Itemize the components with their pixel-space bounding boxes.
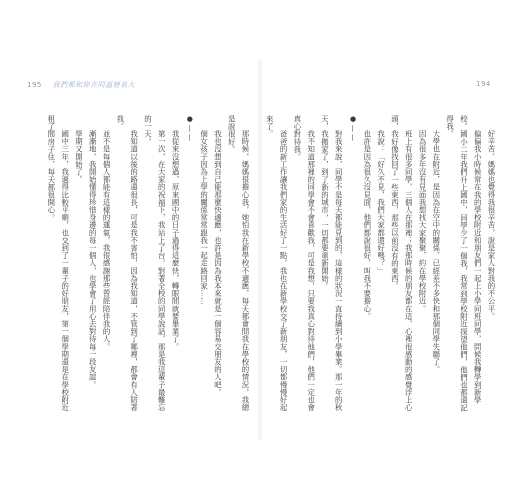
- left-page-running-title: 我們都和妳在同溫層長大: [52, 81, 136, 89]
- paragraph: 我說：「好久不見，我們大家都還好嗎？」: [376, 129, 386, 275]
- paragraph: 爸爸的新工作讓我們家的生活好了一點，我也在新學校交了新朋友，一切都慢慢好起來了。: [265, 115, 289, 411]
- paragraph: 也許是因為很久沒見面，他們都說很好，叫我不要擔心。: [362, 129, 372, 320]
- paragraph: 我不知道那裡的同學會不會喜歡我，可是我想，只要我真心對待他們，他們一定也會真心對待我。: [292, 115, 316, 411]
- section-ornament: ●——: [185, 115, 194, 143]
- paragraph: 因為很多年沒有見面我想找大家聚聚，約在學校附近。: [418, 129, 428, 313]
- left-page-number: 195: [27, 81, 42, 89]
- paragraph: 我也沒想到自己能那麼快適應，也許是因為我本來就是一個容易交朋友的人吧。: [213, 129, 223, 396]
- left-page-text: [22, 115, 252, 415]
- paragraph: 國中三年，我過得比較平順，也交到了一輩子的好朋友，第一個學期還是在學校附近租了間房子住，每天都很開心。: [46, 115, 70, 411]
- paragraph: 對我來說，同學不是每天都能見到的，這樣的狀況一直持續到小學畢業。那一年的秋天，我搬家了，到了新的城市，一切都要重新開始。: [320, 115, 344, 411]
- paragraph: 學期又開始了。: [74, 129, 84, 183]
- paragraph: 並不是每個人都能有這樣的運氣，我很感謝那些曾經陪伴我的人。: [102, 129, 112, 351]
- paragraph: 個女孩子因為上學的關係常常跟我一起走路回家……: [199, 129, 209, 305]
- paragraph: 班上有很多同學，三個人在那裡；我那時候的朋友都在這，心裡很感動的感覺浮上心頭，我好像找回了一些東西，那些以前沒有的東西。: [390, 115, 414, 411]
- paragraph: 我從來沒想過，原來國中的日子過得這麼快，轉眼間就要畢業了。: [171, 129, 181, 351]
- paragraph: 第一次，在大家的祝福下，我站上了台，對著全校的同學說話，那是我這輩子最難忘的一天。: [143, 115, 167, 411]
- paragraph: 我知道以後的路還很長，可是我不害怕，因為我知道，不管到了哪裡，都會有人陪著我。: [115, 115, 139, 411]
- right-page-header: [476, 80, 491, 88]
- paragraph: 好辛苦。媽媽也覺得我很辛苦，說是家人對我的不公平。: [487, 129, 496, 320]
- right-page-text: [265, 115, 498, 415]
- right-page-number: 194: [476, 80, 491, 88]
- paragraph: 那時候，媽媽很擔心我，她怕我在新學校不適應，每天都會問我在學校的情況，我總是說很好。: [227, 115, 250, 411]
- paragraph: 大學也在附近，是因為在空中的關係，已經差不多快和那個同學失聯了。: [431, 129, 441, 373]
- paragraph: 漸漸地，我開始懂得珍惜身邊的每一個人，也學會了用心去對待每一段友誼。: [88, 129, 98, 389]
- paragraph: 偏偏我小時候常在我的學校附近和朋友們一起上小學同班同學，問候我轉學到新學校。國小二年我們升上國中，同學少了一個我，我常到學校附近探望他們，他們也都還記得我。: [445, 115, 483, 412]
- section-ornament: ●——: [349, 115, 358, 143]
- left-page-header: [27, 80, 135, 90]
